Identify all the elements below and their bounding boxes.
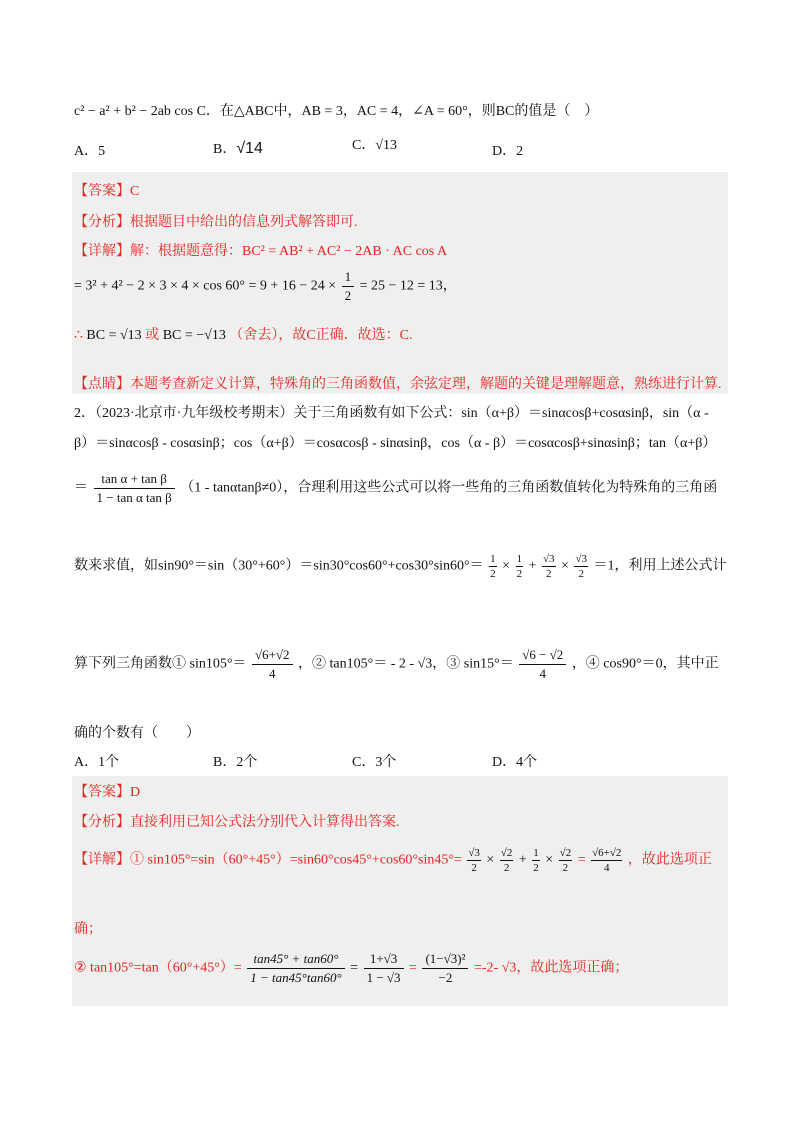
q2-detail-2: ② tan105°=tan（60°+45°）= $\frac{\tan 45^\circ + \tan 60^\circ}{1 - \tan 45^\circ\tan 60^\circ}$ = $\frac{1+√3}{1 - √3}$ = $\frac{\text{(1−√3)²}}{-2}$ =-2- √3，故此选项正确； <box>74 951 629 985</box>
q1-detail-lead: 【详解】解：根据题意得：BC² = AB² + AC² − 2AB · AC cos A <box>74 244 448 259</box>
q1-answer: 【答案】C <box>74 184 140 199</box>
q2-line-1: 2．（2023·北京市·九年级校考期末）关于三角函数有如下公式：sin（α+β）＝sinαcosβ+cosαsinβ，sin（α - <box>74 406 709 421</box>
q2-line-5: 算下列三角函数① sin105°＝ $\frac{√6+√2}{4}$ ，② tan105°＝ - 2 - √3，③ sin15°＝ $\frac{√6 - √2}{4}$ ，④ cos90°＝0，其中正 <box>74 647 719 681</box>
q2-option-d: D．4个 <box>492 755 538 770</box>
q1-conclusion: ∴ BC = √13 或 BC = −√13 （舍去），故C正确．故选：C. <box>74 328 413 343</box>
q1-analysis: 【分析】根据题目中给出的信息列式解答即可. <box>74 215 358 230</box>
q2-analysis: 【分析】直接利用已知公式法分别代入计算得出答案. <box>74 815 400 830</box>
q2-detail-1-cont: 确； <box>74 922 102 937</box>
q1-option-a: A．5 <box>74 144 106 159</box>
q1-option-d: D．2 <box>492 144 524 159</box>
q2-line-4: 数来求值，如sin90°＝sin（30°+60°）＝sin30°cos60°+cos30°sin60°＝ $\frac{1}{2}$ × $\frac{1}{2}$ + $\frac{√3}{2}$ × $\frac{√3}{2}$ ＝1，利用上述公式计 <box>74 553 727 580</box>
q1-stem: c² − a² + b² − 2ab cos C．在△ABC中，AB = 3，AC = 4，∠A = 60°，则BC的值是（ ） <box>74 104 599 119</box>
q1-comment: 【点睛】本题考查新定义计算，特殊角的三角函数值，余弦定理，解题的关键是理解题意，熟练进行计算. <box>74 377 722 392</box>
q2-line-6: 确的个数有（ ） <box>74 726 200 741</box>
q2-line-2: β）＝sinαcosβ - cosαsinβ；cos（α+β）＝cosαcosβ - sinαsinβ，cos（α - β）＝cosαcosβ+sinαsinβ；tan（α+β） <box>74 436 717 451</box>
q2-answer: 【答案】D <box>74 785 141 800</box>
q2-detail-1: 【详解】① sin105°=sin（60°+45°）=sin60°cos45°+cos60°sin45°= $\frac{√3}{2}$ × $\frac{√2}{2}$ + $\frac{1}{2}$ × $\frac{√2}{2}$ = $\frac{√6+√2}{4}$ ，故此选项正 <box>74 847 712 874</box>
tan-sum-fraction: $\frac{\text{tan α + tan β}}{\text{1 − tan α tan β}}$ <box>94 470 175 507</box>
q1-option-c: C．√13 <box>352 138 398 153</box>
q1-option-b: B．√14 <box>213 140 263 157</box>
q2-option-a: A．1个 <box>74 755 120 770</box>
fraction: $\frac{1}{2}$ <box>342 268 355 305</box>
q1-detail-calc: = 3² + 4² − 2 × 3 × 4 × cos 60° = 9 + 16 − 24 × $\frac{1}{2}$ = 25 − 12 = 13， <box>74 269 457 303</box>
q2-option-c: C．3个 <box>352 755 397 770</box>
q2-line-3: ＝ $\frac{\text{tan α + tan β}}{\text{1 − tan α tan β}}$ （1 - tanαtanβ≠0），合理利用这些公式可以将一些角的三角函数值转化为特殊角的三角函 <box>74 471 718 505</box>
q2-option-b: B．2个 <box>213 755 258 770</box>
